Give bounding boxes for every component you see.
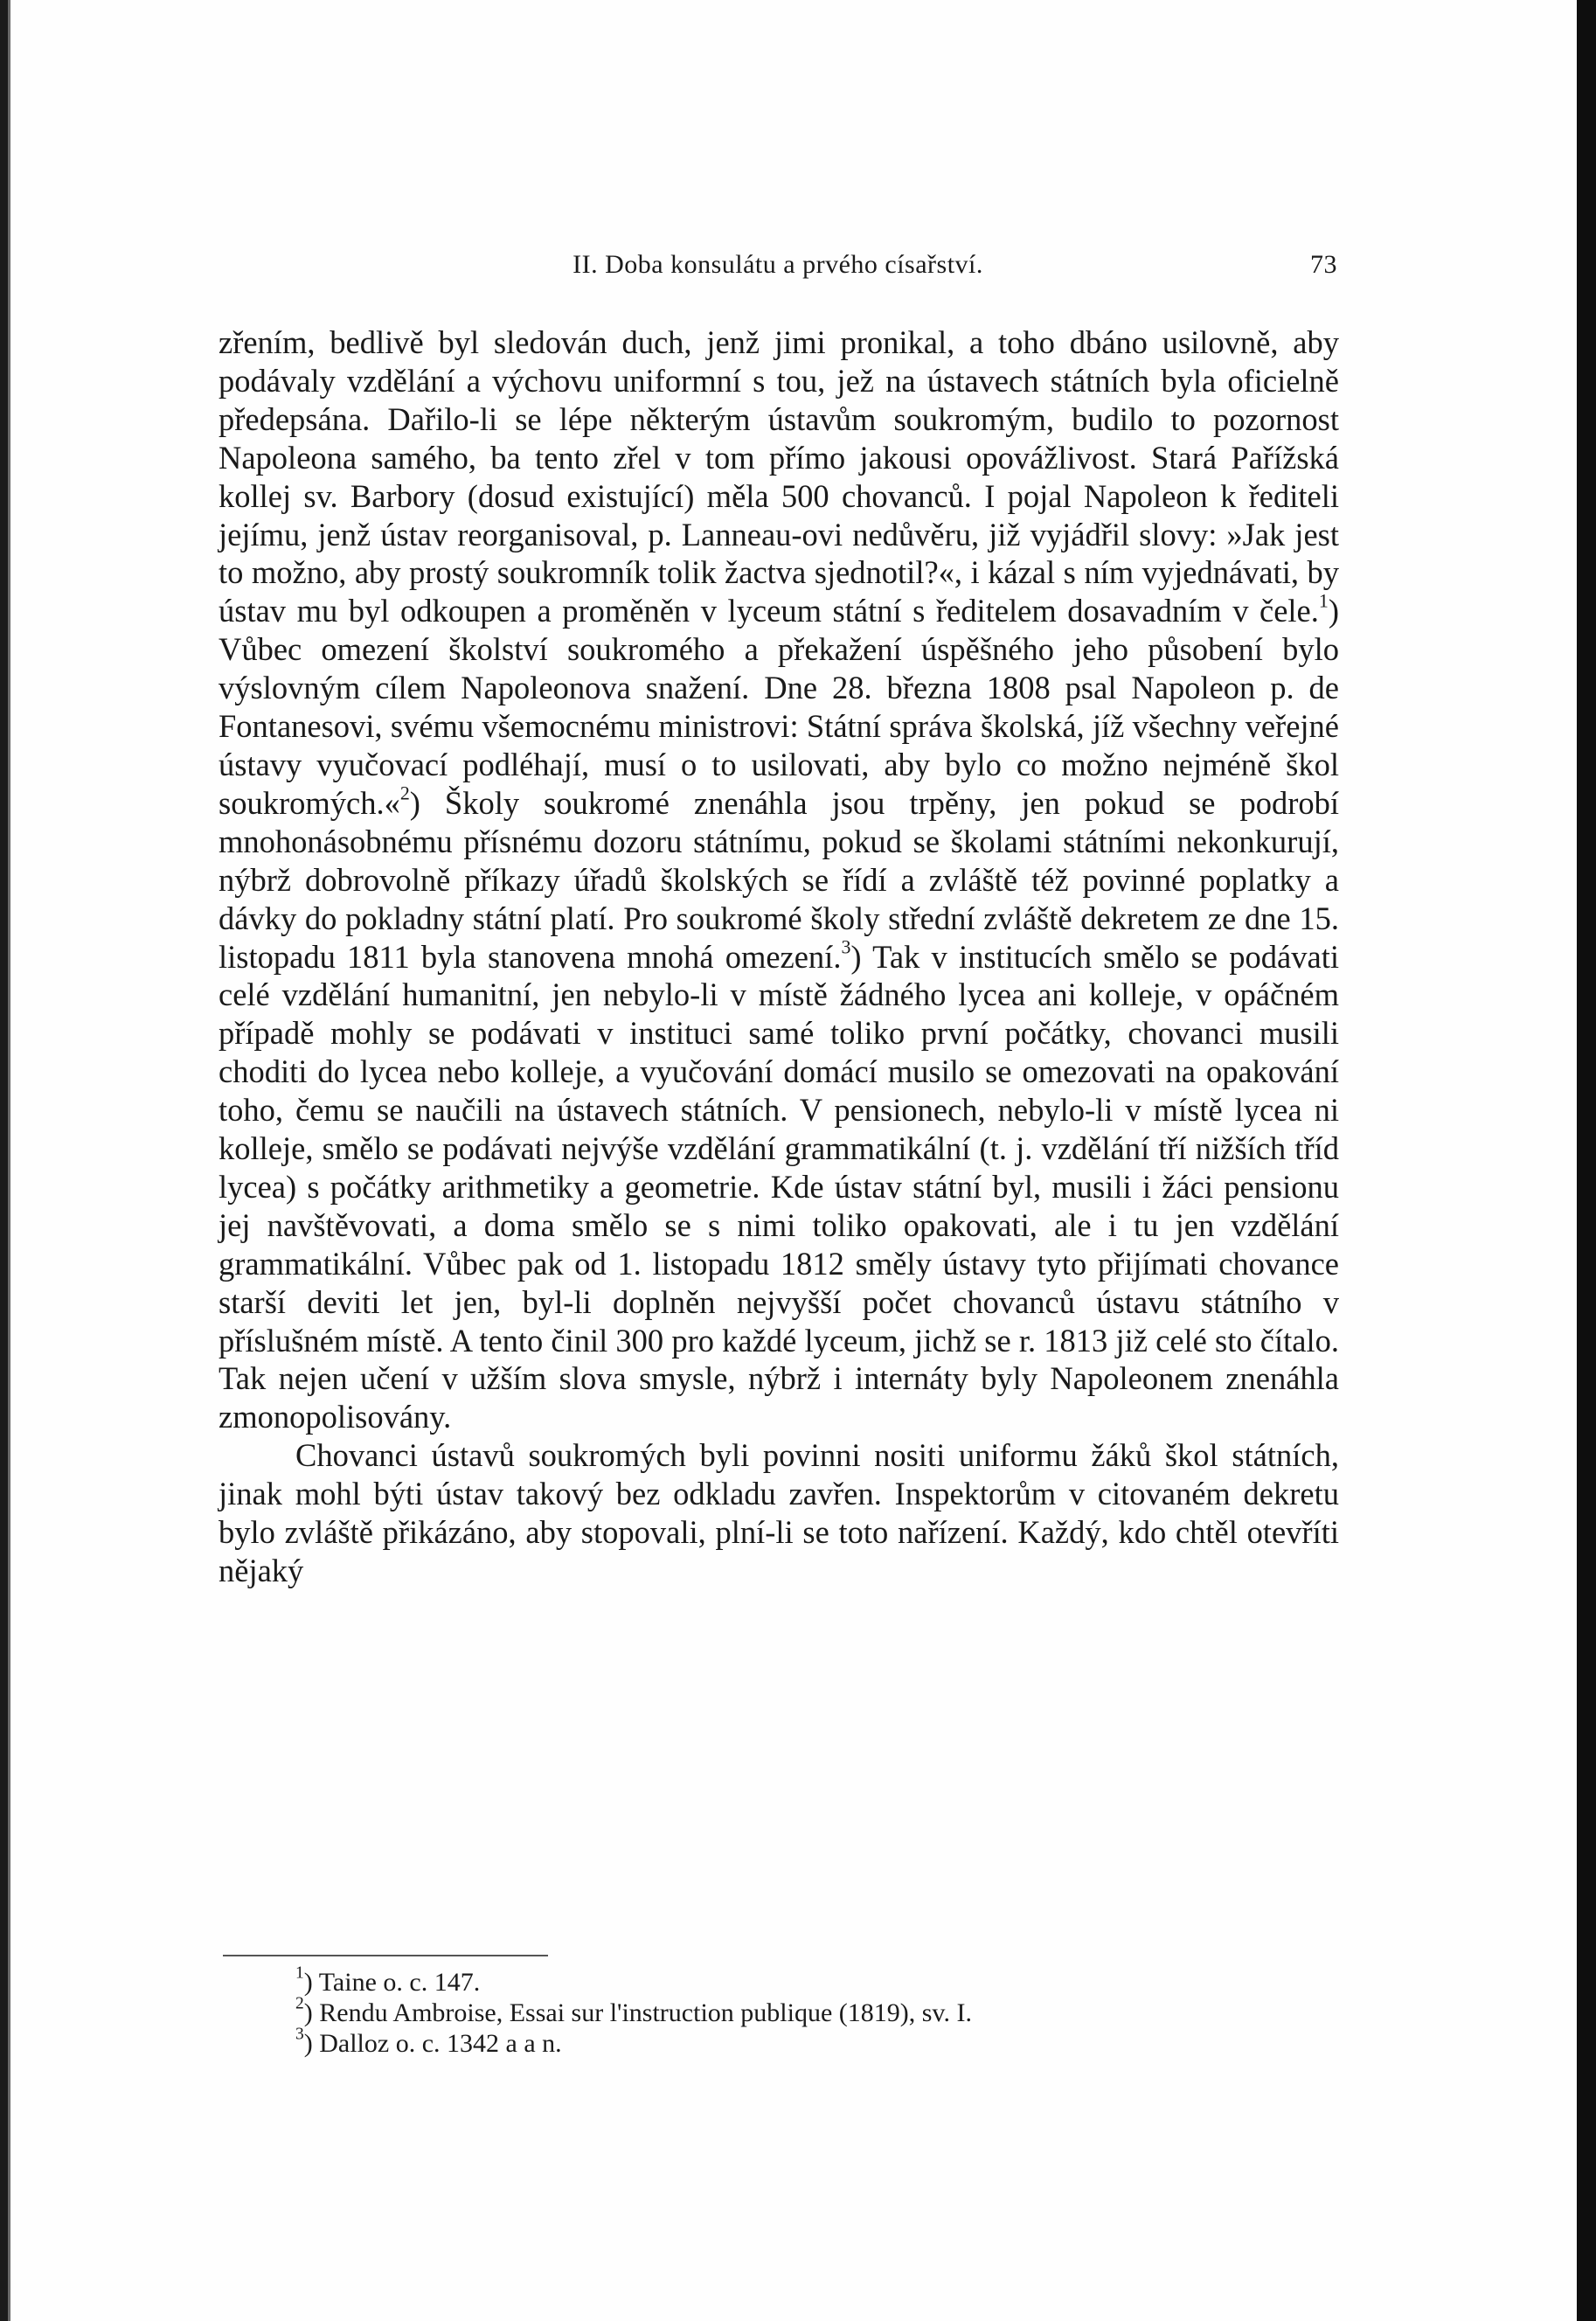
footnote-ref-1: 1: [1318, 589, 1329, 612]
footnote-ref-3: 3: [841, 935, 851, 958]
paragraph-2: Chovanci ústavů soukromých byli povinni nositi uniformu žáků škol státních, jinak mohl býti ústav takový bez odkladu zavřen. Inspektorům v citovaném dekretu bylo zvláště přikázáno, aby stopovali, plní-li se toto nařízení. Každý, kdo chtěl otevříti nějaký: [219, 1437, 1339, 1588]
right-scan-border: [1577, 0, 1596, 2321]
paragraph-1-part-2: ) Vůbec omezení školství soukromého a překažení úspěšného jeho působení bylo výslovným cílem Napoleonova snažení. Dne 28. března 1808 psal Napoleon p. de Fontanesovi, svému všemocnému ministrovi: Státní správa školská, jíž všechny veřejné ústavy vyučovací podléhají, musí o to usilovati, aby bylo co možno nejméně škol soukromých.«: [219, 593, 1339, 821]
paragraph-1-part-4: ) Tak v institucích smělo se podávati celé vzdělání humanitní, jen nebylo-li v místě žádného lycea ani kolleje, v opáčném případě mohly se podávati v instituci samé toliko první počátky, chovanci musili choditi do lycea nebo kolleje, a vyučování domácí musilo se omezovati na opakování toho, čemu se naučili na ústavech státních. V pensionech, nebylo-li v místě lycea ni kolleje, smělo se podávati nejvýše vzdělání grammatikální (t. j. vzdělání tří nižších tříd lycea) s počátky arithmetiky a geometrie. Kde ústav státní byl, musili i žáci pensionu jej navštěvovati, a doma smělo se s nimi toliko opakovati, ale i tu jen vzdělání grammatikální. Vůbec pak od 1. listopadu 1812 směly ústavy tyto přijímati chovance starší deviti let jen, byl-li doplněn nejvyšší počet chovanců ústavu státního v příslušném místě. A tento činil 300 pro každé lyceum, jichž se r. 1813 již celé sto čítalo. Tak nejen učení v užším slova smysle, nýbrž i internáty byly Napoleonem znenáhla zmonopolisovány.: [219, 938, 1339, 1435]
footnote-divider: [223, 1955, 548, 1956]
footnote-text: ) Rendu Ambroise, Essai sur l'instruction publique (1819), sv. I.: [303, 1998, 972, 2027]
footnote-1: [295, 1963, 1344, 1998]
footnote-2: [295, 1994, 1344, 2028]
page-number: 73: [1310, 250, 1337, 279]
paragraph-1-part-3: ) Školy soukromé znenáhla jsou trpěny, jen pokud se podrobí mnohonásobnému přísnému dozoru státnímu, pokud se školami státními nekonkurují, nýbrž dobrovolně příkazy úřadů školských se řídí a zvláště též povinné poplatky a dávky do pokladny státní platí. Pro soukromé školy střední zvláště dekretem ze dne 15. listopadu 1811 byla stanovena mnohá omezení.: [219, 784, 1339, 975]
footnote-text: ) Dalloz o. c. 1342 a a n.: [303, 2029, 562, 2058]
footnote-mark: 2: [295, 1994, 304, 2013]
footnote-ref-2: 2: [399, 782, 410, 804]
body-text: [219, 323, 1339, 1590]
left-scan-shadow: [8, 0, 10, 2321]
running-title: II. Doba konsulátu a prvého císařství.: [572, 250, 983, 279]
page-header: [219, 250, 1337, 285]
paragraph-1-part-1: zřením, bedlivě byl sledován duch, jenž jimi pronikal, a toho dbáno usilovně, aby podávaly vzdělání a výchovu uniformní s tou, jež na ústavech státních byla oficielně předepsána. Dařilo-li se lépe některým ústavům soukromým, budilo to pozornost Napoleona samého, ba tento zřel v tom přímo jakousi opovážlivost. Stará Pařížská kollej sv. Barbory (dosud existující) měla 500 chovanců. I pojal Napoleon k řediteli jejímu, jenž ústav reorganisoval, p. Lanneau-ovi nedůvěru, již vyjádřil slovy: »Jak jest to možno, aby prostý soukromník tolik žactva sjednotil?«, i kázal s ním vyjednávati, by ústav mu byl odkoupen a proměněn v lyceum státní s ředitelem dosavadním v čele.: [219, 324, 1339, 629]
footnote-3: [295, 2025, 1344, 2059]
footnote-text: ) Taine o. c. 147.: [303, 1968, 481, 1997]
left-scan-border: [0, 0, 8, 2321]
footnotes: [295, 1963, 1344, 2059]
footnote-mark: 1: [295, 1963, 304, 1983]
paragraph-1: [219, 323, 1339, 1436]
footnote-mark: 3: [295, 2025, 304, 2044]
